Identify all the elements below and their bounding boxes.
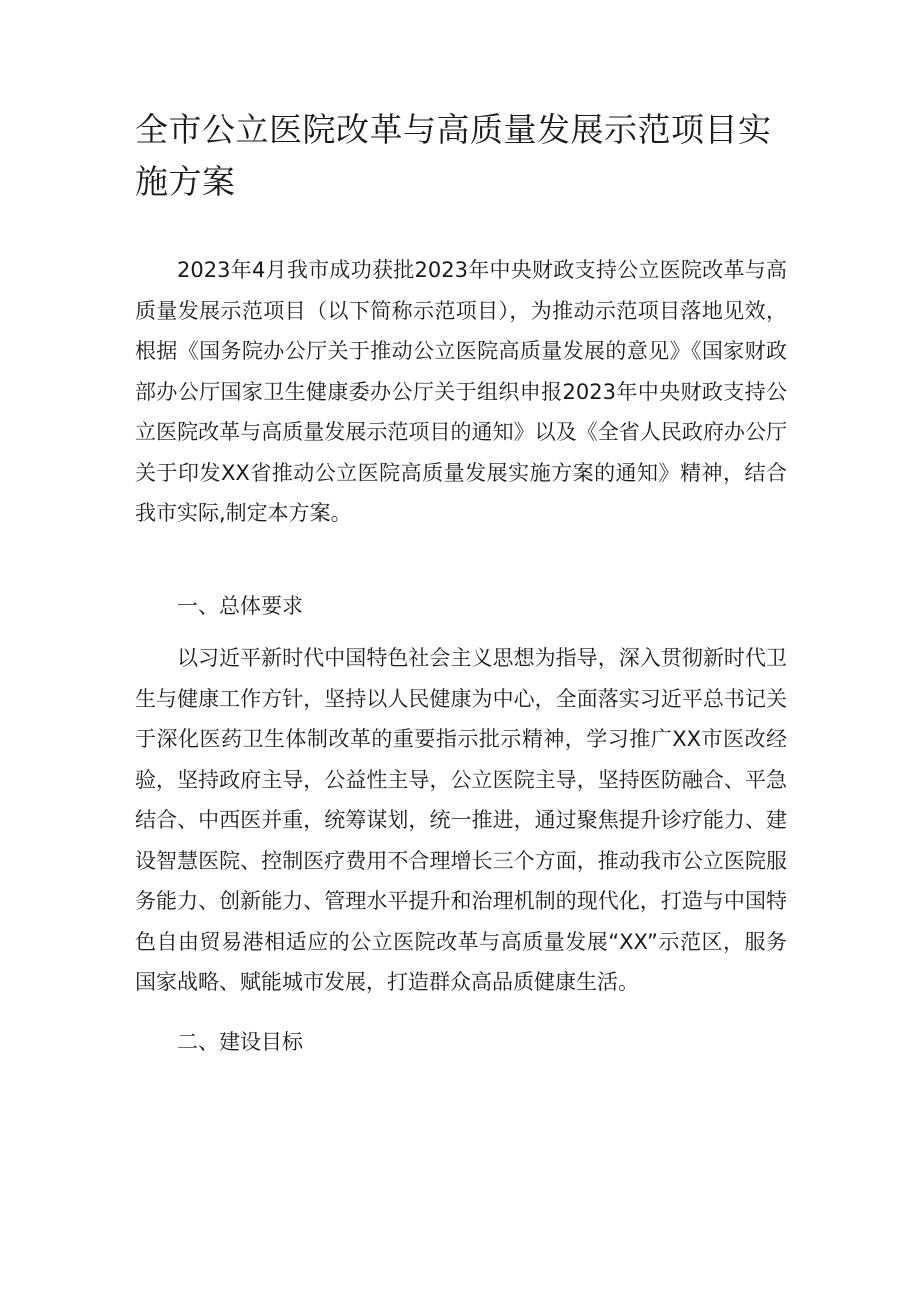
intro-section (135, 250, 787, 534)
section-heading-construction-goals: 二、建设目标 (177, 1030, 303, 1054)
intro-paragraph: 2023年4月我市成功获批2023年中央财政支持公立医院改革与高质量发展示范项目（以下简称示范项目），为推动示范项目落地见效，根据《国务院办公厅关于推动公立医院高质量发展的意见》《国家财政部办公厅国家卫生健康委办公厅关于组织申报2023年中央财政支持公立医院改革与高质量发展示范项目的通知》以及《全省人民政府办公厅关于印发XX省推动公立医院高质量发展实施方案的通知》精神，结合我市实际,制定本方案。 (135, 258, 787, 525)
section-heading-overall-requirements: 一、总体要求 (177, 594, 303, 618)
overall-requirements-section (135, 638, 787, 1003)
overall-requirements-paragraph: 以习近平新时代中国特色社会主义思想为指导，深入贯彻新时代卫生与健康工作方针，坚持以人民健康为中心，全面落实习近平总书记关于深化医药卫生体制改革的重要指示批示精神，学习推广XX市医改经验，坚持政府主导，公益性主导，公立医院主导，坚持医防融合、平急结合、中西医并重，统筹谋划，统一推进，通过聚焦提升诊疗能力、建设智慧医院、控制医疗费用不合理增长三个方面，推动我市公立医院服务能力、创新能力、管理水平提升和治理机制的现代化，打造与中国特色自由贸易港相适应的公立医院改革与高质量发展“XX”示范区，服务国家战略、赋能城市发展，打造群众高品质健康生活。 (135, 646, 787, 994)
document-title: 全市公立医院改革与高质量发展示范项目实施方案 (135, 110, 772, 201)
